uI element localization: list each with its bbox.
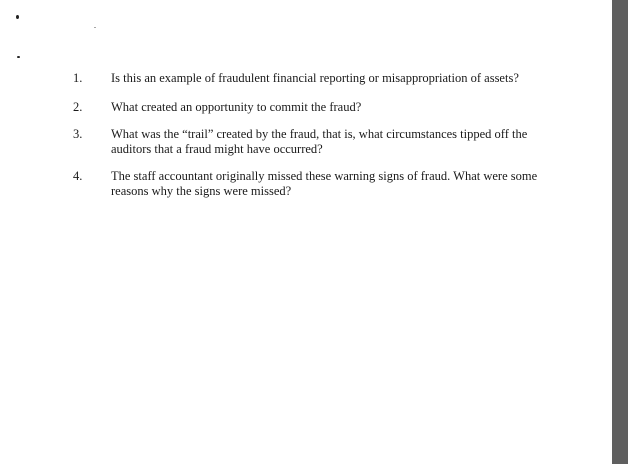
question-number: 4. [73, 169, 83, 183]
question-text: Is this an example of fraudulent financial reporting or misappropriation of assets? [111, 71, 519, 85]
question-number: 2. [73, 100, 83, 114]
question-number: 1. [73, 71, 83, 85]
scan-speck [94, 27, 96, 28]
scan-speck [16, 15, 19, 19]
question-text: What created an opportunity to commit the fraud? [111, 100, 362, 114]
question-text: The staff accountant originally missed these warning signs of fraud. What were some reasons why the signs were missed? [111, 169, 538, 198]
question-number: 3. [73, 127, 83, 141]
vertical-scrollbar[interactable] [612, 0, 628, 464]
scan-speck [17, 56, 20, 58]
question-text: What was the “trail” created by the fraud, that is, what circumstances tipped off the auditors that a fraud might have occurred? [111, 127, 528, 156]
